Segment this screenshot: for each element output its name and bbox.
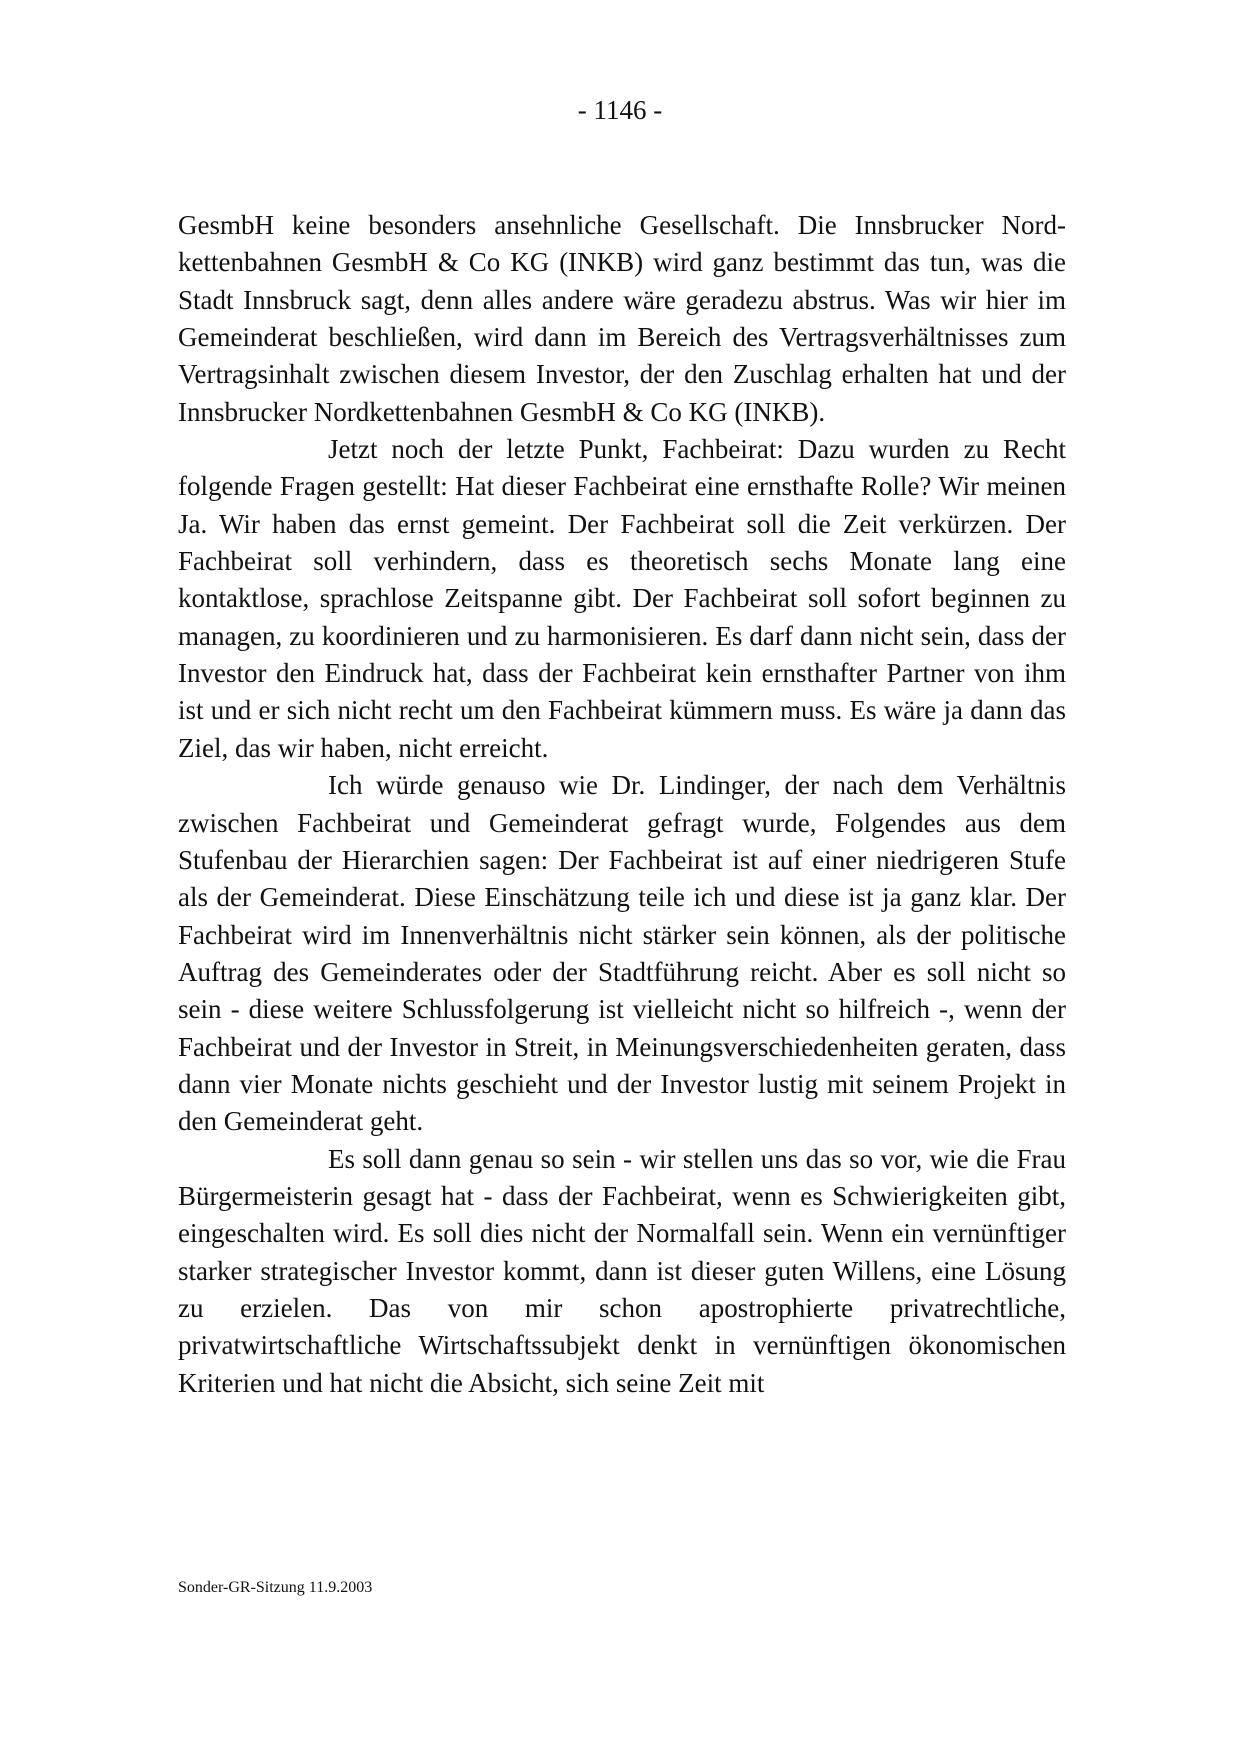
paragraph: Es soll dann genau so sein - wir stellen uns das so vor, wie die Frau Bürgermeisterin gesagt hat - dass der Fachbeirat, wenn es Schwierigkeiten gibt, eingeschalten wird. Es soll dies nicht der Normalfall sein. Wenn ein vernünftiger starker strategischer Investor kommt, dann ist dieser guten Willens, eine Lösung zu erzielen. Das von mir schon apostrophierte privatrechtliche, privatwirtschaftliche Wirtschaftssubjekt denkt in vernünftigen ökonomischen Kriterien und hat nicht die Absicht, sich seine Zeit mit	[178, 1143, 1066, 1398]
paragraph: Ich würde genauso wie Dr. Lindinger, der nach dem Verhältnis zwischen Fachbeirat und Gemeinderat gefragt wurde, Folgendes aus dem Stufenbau der Hierarchien sagen: Der Fachbeirat ist auf einer niedrigeren Stufe als der Gemeinderat. Diese Einschätzung teile ich und diese ist ja ganz klar. Der Fachbeirat wird im Innenverhältnis nicht stärker sein können, als der politische Auftrag des Gemeinderates oder der Stadtführung reicht. Aber es soll nicht so sein - diese weitere Schlussfolgerung ist vielleicht nicht so hilfreich -, wenn der Fachbeirat und der Investor in Streit, in Meinungsverschiedenheiten geraten, dass dann vier Monate nichts geschieht und der Investor lustig mit seinem Projekt in den Gemeinderat geht.	[178, 770, 1066, 1137]
paragraph: GesmbH keine besonders ansehnliche Gesellschaft. Die Innsbrucker Nordkettenbahnen GesmbH & Co KG (INKB) wird ganz bestimmt das tun, was die Stadt Innsbruck sagt, denn alles andere wäre geradezu abstrus. Was wir hier im Gemeinderat beschließen, wird dann im Bereich des Vertragsverhältnisses zum Vertragsinhalt zwischen diesem Investor, der den Zuschlag erhalten hat und der Innsbrucker Nordkettenbahnen GesmbH & Co KG (INKB).	[178, 210, 1066, 427]
document-body	[178, 207, 1066, 1402]
page-number: - 1146 -	[577, 95, 663, 125]
paragraph: Jetzt noch der letzte Punkt, Fachbeirat: Dazu wurden zu Recht folgende Fragen gestellt: Hat dieser Fachbeirat eine ernsthafte Rolle? Wir meinen Ja. Wir haben das ernst gemeint. Der Fachbeirat soll die Zeit verkürzen. Der Fachbeirat soll verhindern, dass es theoretisch sechs Monate lang eine kontaktlose, sprachlose Zeitspanne gibt. Der Fachbeirat soll sofort beginnen zu managen, zu koordinieren und zu harmonisieren. Es darf dann nicht sein, dass der Investor den Eindruck hat, dass der Fachbeirat kein ernsthafter Partner von ihm ist und er sich nicht recht um den Fachbeirat kümmern muss. Es wäre ja dann das Ziel, das wir haben, nicht erreicht.	[178, 434, 1066, 763]
footer-session-note: Sonder-GR-Sitzung 11.9.2003	[178, 1579, 373, 1596]
